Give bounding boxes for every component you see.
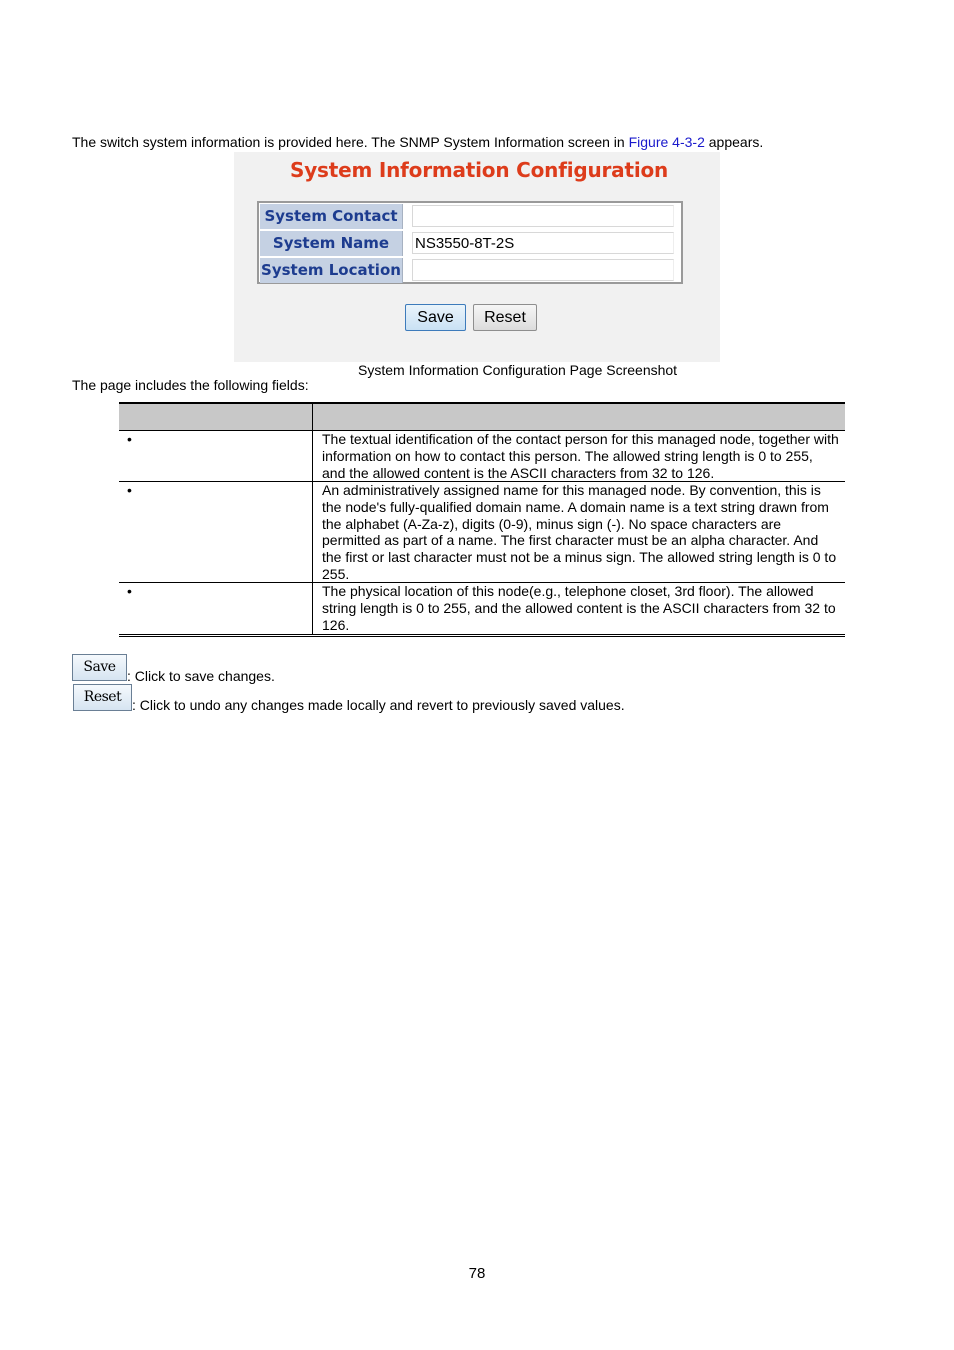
config-row-contact	[259, 203, 681, 230]
reset-button-legend-icon: Reset	[73, 684, 132, 711]
field-description: The physical location of this node(e.g., telephone closet, 3rd floor). The allowed string length is 0 to 255, and the allowed content is the ASCII characters from 32 to 126.	[322, 583, 836, 633]
system-name-input[interactable]: NS3550-8T-2S	[412, 232, 674, 254]
table-row	[119, 431, 845, 482]
save-button[interactable]: Save	[405, 304, 466, 331]
system-name-label: System Name	[260, 231, 403, 256]
save-description: : Click to save changes.	[127, 668, 275, 684]
bullet-icon: •	[127, 583, 132, 599]
reset-button[interactable]: Reset	[473, 304, 537, 331]
system-location-input[interactable]	[412, 259, 674, 281]
config-screenshot	[234, 152, 720, 362]
figure-link[interactable]: Figure 4-3-2	[628, 134, 705, 150]
fields-table-header	[119, 402, 845, 431]
system-contact-input[interactable]	[412, 205, 674, 227]
reset-description: : Click to undo any changes made locally and revert to previously saved values.	[132, 697, 625, 713]
system-contact-label: System Contact	[260, 204, 403, 229]
table-row	[119, 583, 845, 637]
bullet-icon: •	[127, 431, 132, 447]
config-table	[257, 201, 683, 284]
figure-caption: System Information Configuration Page Screenshot	[358, 362, 678, 378]
field-description: An administratively assigned name for this managed node. By convention, this is the node's fully-qualified domain name. A domain name is a text string drawn from the alphabet (A-Za-z), digits (0-9), minus sign (-). No space characters are permitted as part of a name. The first character must be an alpha character. And the first or last character must not be a minus sign. The allowed string length is 0 to 255.	[322, 482, 837, 582]
page-number: 78	[468, 1265, 486, 1282]
intro-paragraph	[72, 133, 763, 151]
table-row	[119, 482, 845, 583]
intro-text-before: The switch system information is provided here. The SNMP System Information screen in	[72, 134, 629, 150]
fields-intro: The page includes the following fields:	[72, 377, 309, 393]
intro-text-after: appears.	[704, 134, 764, 150]
bullet-icon: •	[127, 482, 132, 498]
config-row-name	[259, 230, 681, 257]
config-title: System Information Configuration	[290, 158, 669, 182]
field-description: The textual identification of the contact person for this managed node, together with information on how to contact this person. The allowed string length is 0 to 255, and the allowed content is the ASCII characters from 32 to 126.	[322, 431, 839, 481]
config-row-location	[259, 257, 681, 284]
save-button-legend-icon: Save	[72, 654, 127, 681]
system-location-label: System Location	[260, 258, 403, 283]
